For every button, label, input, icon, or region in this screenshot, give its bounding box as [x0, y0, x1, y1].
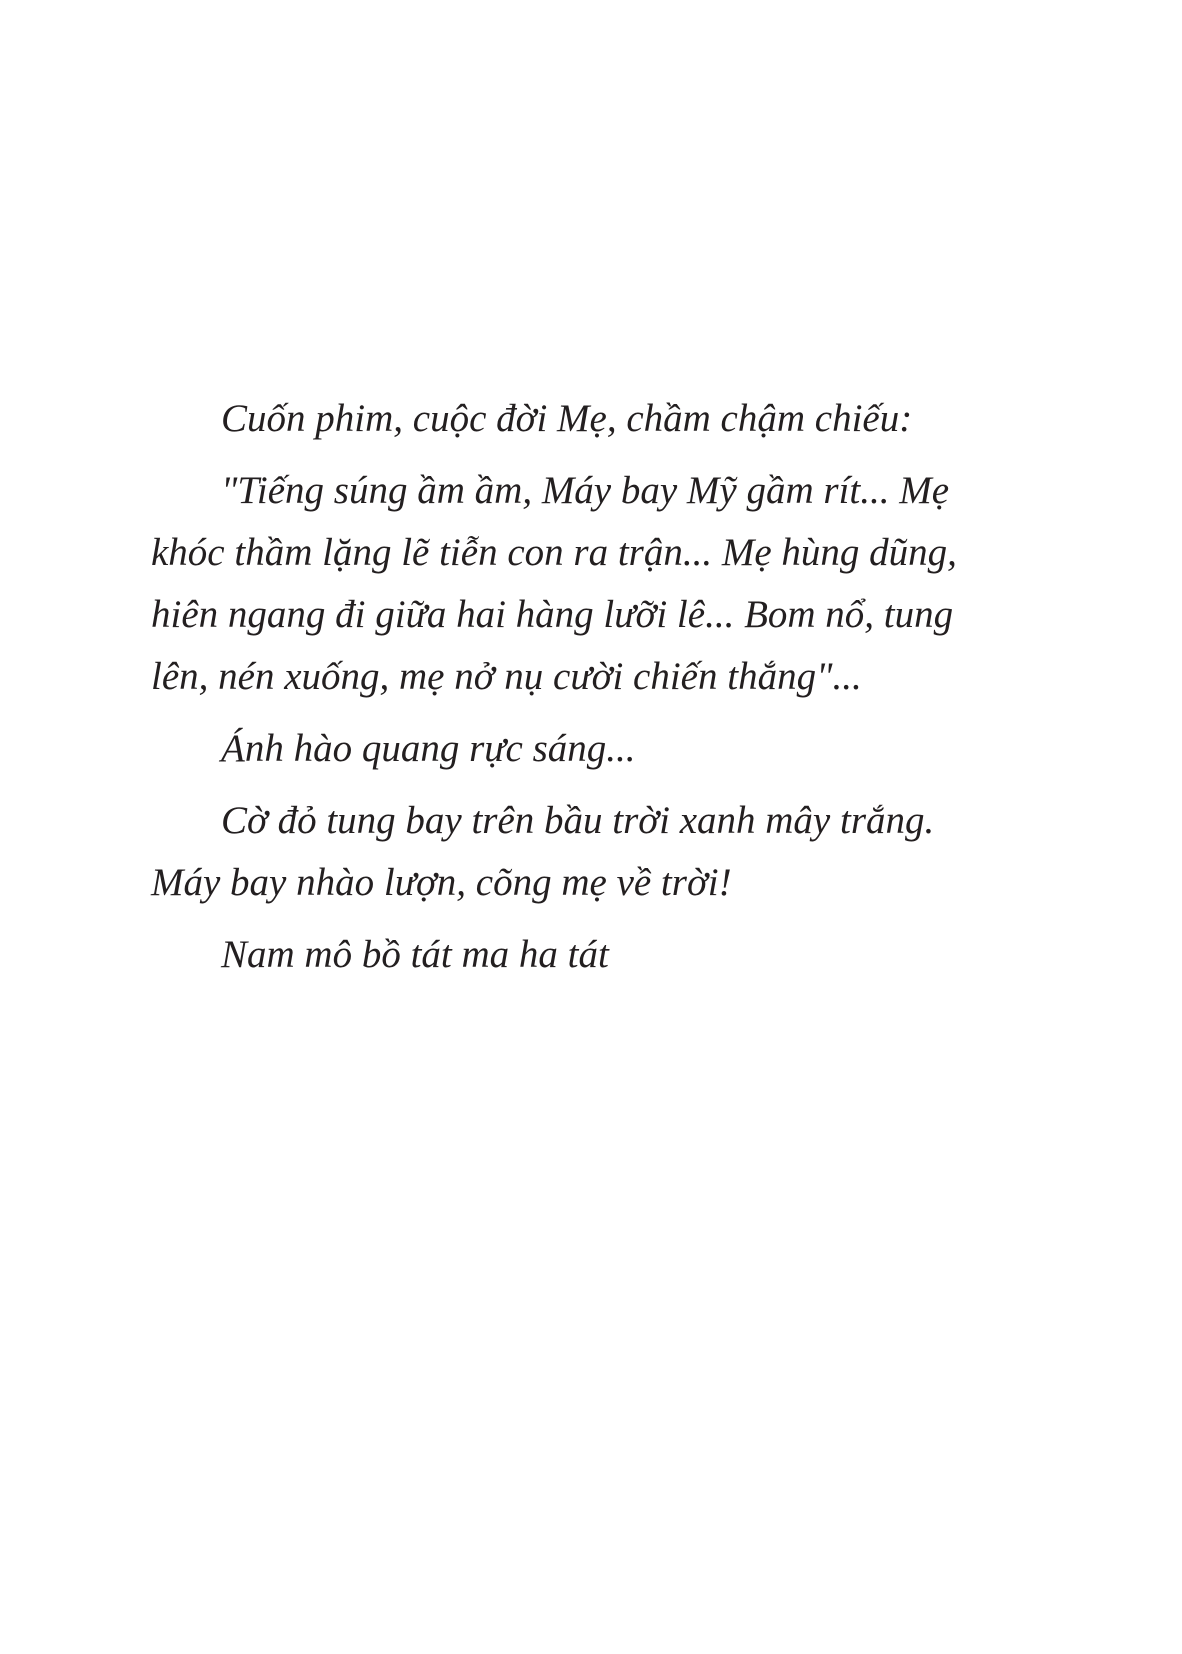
paragraph-1 — [151, 388, 1031, 450]
text-line: Máy bay nhào lượn, cõng mẹ về trời! — [151, 861, 732, 904]
text-line: Nam mô bồ tát ma ha tát — [221, 933, 609, 976]
text-line: Cuốn phim, cuộc đời Mẹ, chầm chậm chiếu: — [221, 397, 913, 440]
poem-text — [151, 388, 1031, 986]
text-line: hiên ngang đi giữa hai hàng lưỡi lê... Bom nổ, tung — [151, 593, 954, 636]
paragraph-4 — [151, 790, 1031, 914]
text-line: khóc thầm lặng lẽ tiễn con ra trận... Mẹ hùng dũng, — [151, 531, 957, 574]
paragraph-3 — [151, 718, 1031, 780]
text-line: "Tiếng súng ầm ầm, Máy bay Mỹ gầm rít... Mẹ — [221, 469, 950, 512]
text-line: Cờ đỏ tung bay trên bầu trời xanh mây trắng. — [221, 799, 935, 842]
paragraph-2 — [151, 460, 1031, 708]
text-line: lên, nén xuống, mẹ nở nụ cười chiến thắng"... — [151, 655, 862, 698]
text-line: Ánh hào quang rực sáng... — [221, 727, 636, 770]
paragraph-5 — [151, 924, 1031, 986]
